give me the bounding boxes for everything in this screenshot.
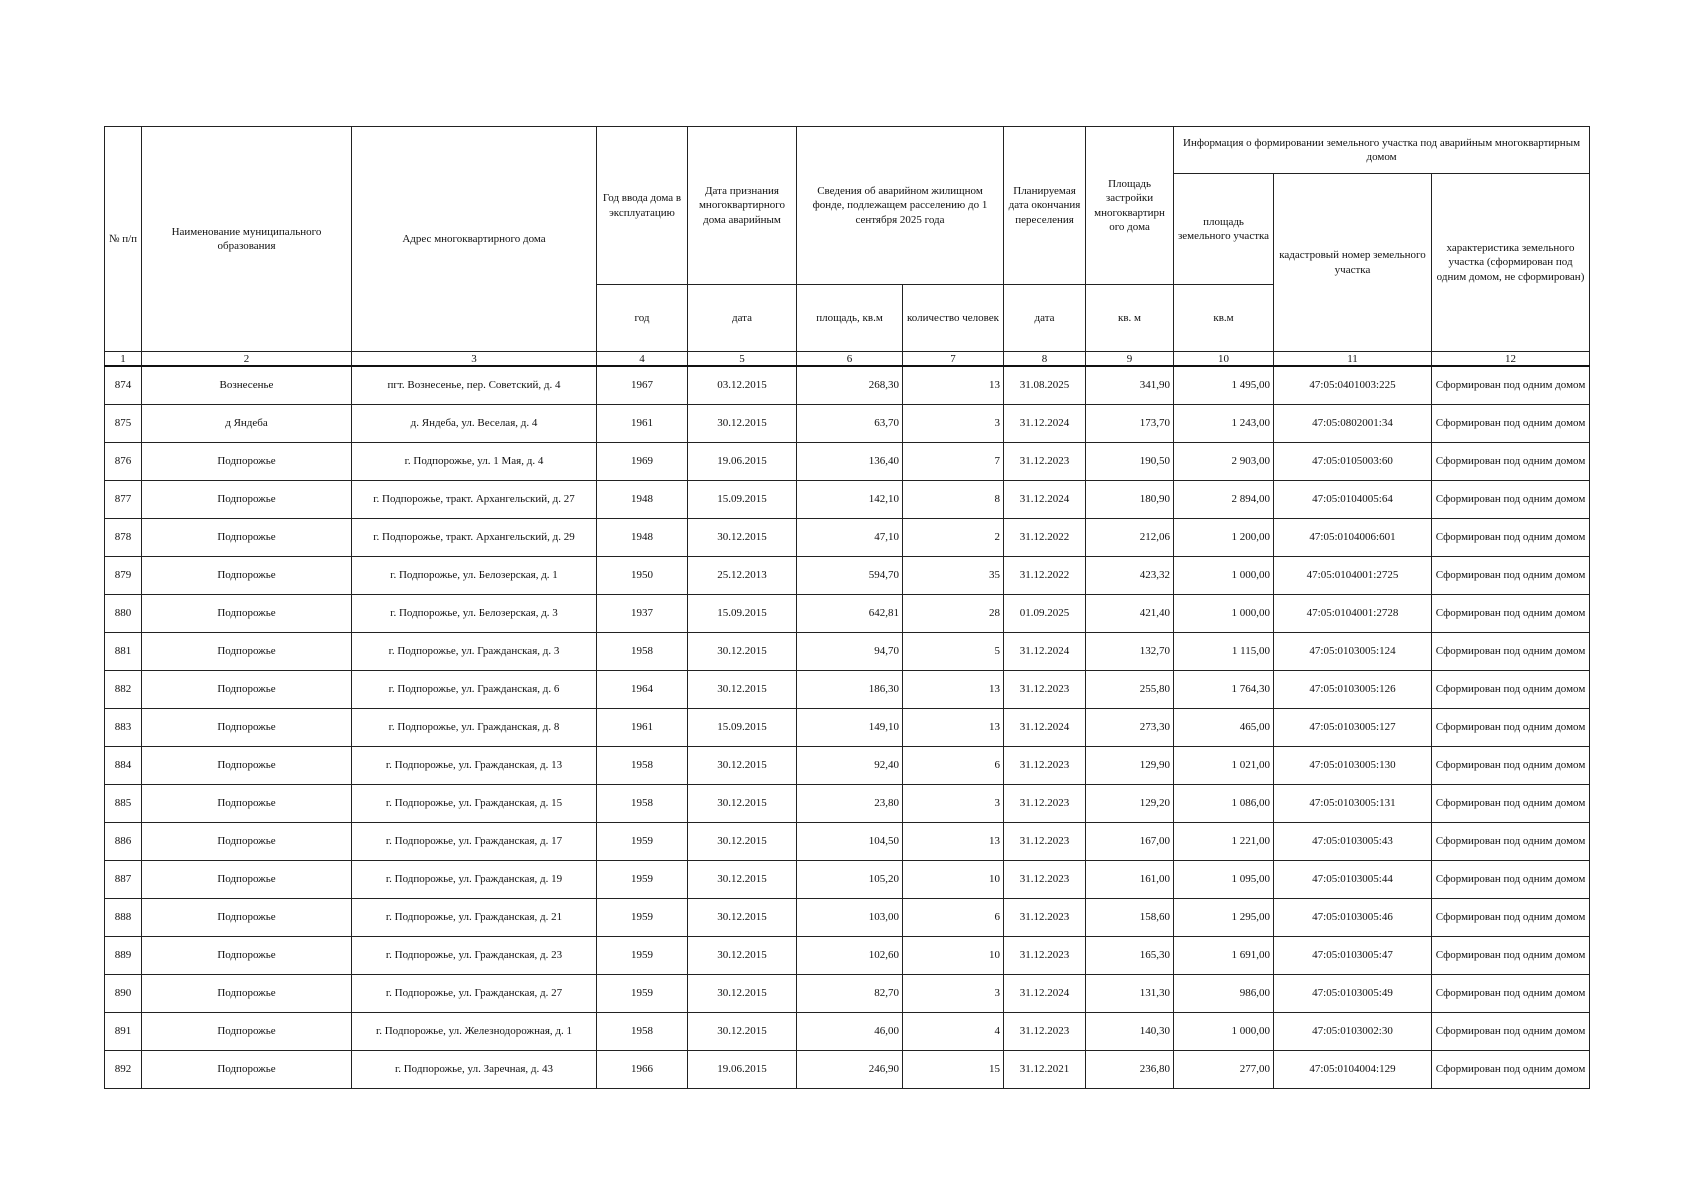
cell-row-number: 886: [105, 823, 142, 861]
table-row: [105, 405, 1590, 443]
cell-year-built: 1961: [597, 405, 688, 443]
cell-resettlement-date: 31.12.2023: [1004, 937, 1086, 975]
cell-area: 186,30: [797, 671, 903, 709]
cell-address: г. Подпорожье, ул. Белозерская, д. 1: [352, 557, 597, 595]
cell-row-number: 884: [105, 747, 142, 785]
cell-building-area: 273,30: [1086, 709, 1174, 747]
table-row: [105, 709, 1590, 747]
cell-address: г. Подпорожье, ул. Гражданская, д. 27: [352, 975, 597, 1013]
column-number: 4: [597, 352, 688, 367]
cell-area: 142,10: [797, 481, 903, 519]
cell-resettlement-date: 31.12.2023: [1004, 823, 1086, 861]
header-address: Адрес многоквартирного дома: [352, 127, 597, 352]
cell-area: 94,70: [797, 633, 903, 671]
cell-municipality: Подпорожье: [142, 1013, 352, 1051]
cell-area: 92,40: [797, 747, 903, 785]
cell-resettlement-date: 31.08.2025: [1004, 366, 1086, 405]
cell-land-characteristic: Сформирован под одним домом: [1432, 633, 1590, 671]
cell-resettlement-date: 31.12.2023: [1004, 747, 1086, 785]
table-row: [105, 671, 1590, 709]
header-cadastral-number: кадастровый номер земельного участка: [1274, 174, 1432, 352]
cell-people-count: 4: [903, 1013, 1004, 1051]
cell-cadastral-number: 47:05:0104006:601: [1274, 519, 1432, 557]
cell-row-number: 875: [105, 405, 142, 443]
cell-people-count: 3: [903, 405, 1004, 443]
cell-cadastral-number: 47:05:0103005:126: [1274, 671, 1432, 709]
cell-address: пгт. Вознесенье, пер. Советский, д. 4: [352, 366, 597, 405]
cell-resettlement-date: 31.12.2024: [1004, 975, 1086, 1013]
cell-year-built: 1959: [597, 861, 688, 899]
unit-date: дата: [688, 285, 797, 352]
cell-municipality: Подпорожье: [142, 1051, 352, 1089]
cell-area: 642,81: [797, 595, 903, 633]
cell-area: 246,90: [797, 1051, 903, 1089]
cell-land-area: 1 000,00: [1174, 557, 1274, 595]
cell-address: г. Подпорожье, тракт. Архангельский, д. 27: [352, 481, 597, 519]
cell-land-area: 1 764,30: [1174, 671, 1274, 709]
table-row: [105, 557, 1590, 595]
table-row: [105, 366, 1590, 405]
table-row: [105, 937, 1590, 975]
cell-people-count: 10: [903, 937, 1004, 975]
cell-area: 136,40: [797, 443, 903, 481]
cell-row-number: 879: [105, 557, 142, 595]
cell-cadastral-number: 47:05:0104001:2725: [1274, 557, 1432, 595]
cell-year-built: 1948: [597, 481, 688, 519]
cell-area: 594,70: [797, 557, 903, 595]
cell-municipality: Подпорожье: [142, 671, 352, 709]
cell-land-characteristic: Сформирован под одним домом: [1432, 937, 1590, 975]
cell-cadastral-number: 47:05:0103005:47: [1274, 937, 1432, 975]
cell-land-characteristic: Сформирован под одним домом: [1432, 366, 1590, 405]
cell-cadastral-number: 47:05:0103005:130: [1274, 747, 1432, 785]
cell-people-count: 35: [903, 557, 1004, 595]
cell-resettlement-date: 31.12.2024: [1004, 405, 1086, 443]
table-body: [105, 366, 1590, 1089]
cell-building-area: 180,90: [1086, 481, 1174, 519]
cell-land-area: 1 243,00: [1174, 405, 1274, 443]
cell-address: г. Подпорожье, ул. Гражданская, д. 8: [352, 709, 597, 747]
cell-municipality: Подпорожье: [142, 823, 352, 861]
cell-building-area: 212,06: [1086, 519, 1174, 557]
cell-municipality: Подпорожье: [142, 443, 352, 481]
cell-land-characteristic: Сформирован под одним домом: [1432, 1051, 1590, 1089]
cell-emergency-date: 30.12.2015: [688, 861, 797, 899]
cell-area: 102,60: [797, 937, 903, 975]
cell-emergency-date: 30.12.2015: [688, 937, 797, 975]
cell-area: 268,30: [797, 366, 903, 405]
cell-emergency-date: 30.12.2015: [688, 975, 797, 1013]
cell-municipality: Подпорожье: [142, 937, 352, 975]
cell-area: 103,00: [797, 899, 903, 937]
cell-resettlement-date: 31.12.2024: [1004, 709, 1086, 747]
unit-resettle-date: дата: [1004, 285, 1086, 352]
cell-cadastral-number: 47:05:0103005:43: [1274, 823, 1432, 861]
column-number: 9: [1086, 352, 1174, 367]
cell-year-built: 1937: [597, 595, 688, 633]
cell-people-count: 13: [903, 671, 1004, 709]
cell-people-count: 13: [903, 709, 1004, 747]
column-number: 12: [1432, 352, 1590, 367]
cell-emergency-date: 30.12.2015: [688, 785, 797, 823]
cell-municipality: Подпорожье: [142, 595, 352, 633]
cell-year-built: 1950: [597, 557, 688, 595]
cell-land-characteristic: Сформирован под одним домом: [1432, 481, 1590, 519]
cell-area: 47,10: [797, 519, 903, 557]
column-number: 1: [105, 352, 142, 367]
cell-land-area: 277,00: [1174, 1051, 1274, 1089]
cell-row-number: 881: [105, 633, 142, 671]
column-number-row: [105, 352, 1590, 367]
cell-address: г. Подпорожье, ул. Гражданская, д. 23: [352, 937, 597, 975]
cell-row-number: 891: [105, 1013, 142, 1051]
cell-address: г. Подпорожье, ул. Гражданская, д. 6: [352, 671, 597, 709]
cell-year-built: 1959: [597, 937, 688, 975]
cell-row-number: 882: [105, 671, 142, 709]
header-emergency-date: Дата признания многоквартирного дома аварийным: [688, 127, 797, 285]
cell-people-count: 2: [903, 519, 1004, 557]
cell-emergency-date: 30.12.2015: [688, 519, 797, 557]
cell-land-characteristic: Сформирован под одним домом: [1432, 1013, 1590, 1051]
cell-cadastral-number: 47:05:0103005:44: [1274, 861, 1432, 899]
cell-emergency-date: 30.12.2015: [688, 671, 797, 709]
cell-municipality: Подпорожье: [142, 633, 352, 671]
cell-land-area: 1 200,00: [1174, 519, 1274, 557]
cell-address: г. Подпорожье, ул. 1 Мая, д. 4: [352, 443, 597, 481]
cell-area: 23,80: [797, 785, 903, 823]
cell-resettlement-date: 31.12.2023: [1004, 1013, 1086, 1051]
unit-area: площадь, кв.м: [797, 285, 903, 352]
cell-municipality: Подпорожье: [142, 747, 352, 785]
cell-address: г. Подпорожье, тракт. Архангельский, д. 29: [352, 519, 597, 557]
cell-resettlement-date: 31.12.2023: [1004, 443, 1086, 481]
cell-municipality: Подпорожье: [142, 709, 352, 747]
unit-building-area: кв. м: [1086, 285, 1174, 352]
table-row: [105, 633, 1590, 671]
cell-building-area: 132,70: [1086, 633, 1174, 671]
cell-building-area: 158,60: [1086, 899, 1174, 937]
cell-building-area: 421,40: [1086, 595, 1174, 633]
cell-land-characteristic: Сформирован под одним домом: [1432, 519, 1590, 557]
cell-resettlement-date: 31.12.2021: [1004, 1051, 1086, 1089]
cell-people-count: 15: [903, 1051, 1004, 1089]
table-row: [105, 443, 1590, 481]
cell-land-characteristic: Сформирован под одним домом: [1432, 671, 1590, 709]
cell-building-area: 236,80: [1086, 1051, 1174, 1089]
cell-year-built: 1966: [597, 1051, 688, 1089]
cell-cadastral-number: 47:05:0103005:49: [1274, 975, 1432, 1013]
cell-emergency-date: 30.12.2015: [688, 899, 797, 937]
cell-row-number: 887: [105, 861, 142, 899]
cell-land-area: 2 903,00: [1174, 443, 1274, 481]
cell-emergency-date: 15.09.2015: [688, 481, 797, 519]
cell-emergency-date: 15.09.2015: [688, 595, 797, 633]
cell-land-characteristic: Сформирован под одним домом: [1432, 975, 1590, 1013]
table-row: [105, 747, 1590, 785]
header-municipality: Наименование муниципального образования: [142, 127, 352, 352]
cell-land-characteristic: Сформирован под одним домом: [1432, 747, 1590, 785]
table-row: [105, 595, 1590, 633]
cell-building-area: 423,32: [1086, 557, 1174, 595]
cell-land-area: 1 495,00: [1174, 366, 1274, 405]
cell-row-number: 874: [105, 366, 142, 405]
cell-area: 105,20: [797, 861, 903, 899]
unit-year: год: [597, 285, 688, 352]
cell-municipality: Вознесенье: [142, 366, 352, 405]
cell-emergency-date: 30.12.2015: [688, 405, 797, 443]
table-row: [105, 519, 1590, 557]
cell-municipality: Подпорожье: [142, 861, 352, 899]
cell-emergency-date: 30.12.2015: [688, 747, 797, 785]
document-sheet: [104, 126, 1589, 1089]
column-number: 5: [688, 352, 797, 367]
cell-land-area: 1 021,00: [1174, 747, 1274, 785]
cell-land-area: 465,00: [1174, 709, 1274, 747]
cell-address: г. Подпорожье, ул. Гражданская, д. 21: [352, 899, 597, 937]
cell-land-area: 1 115,00: [1174, 633, 1274, 671]
table-row: [105, 823, 1590, 861]
header-resettlement-date: Планируемая дата окончания переселения: [1004, 127, 1086, 285]
cell-people-count: 6: [903, 899, 1004, 937]
cell-row-number: 876: [105, 443, 142, 481]
cell-cadastral-number: 47:05:0802001:34: [1274, 405, 1432, 443]
table-row: [105, 785, 1590, 823]
cell-land-area: 1 295,00: [1174, 899, 1274, 937]
cell-emergency-date: 30.12.2015: [688, 633, 797, 671]
cell-land-area: 1 095,00: [1174, 861, 1274, 899]
cell-emergency-date: 19.06.2015: [688, 1051, 797, 1089]
cell-emergency-date: 30.12.2015: [688, 1013, 797, 1051]
cell-building-area: 173,70: [1086, 405, 1174, 443]
table-row: [105, 481, 1590, 519]
header-land-characteristic: характеристика земельного участка (сформирован под одним домом, не сформирован): [1432, 174, 1590, 352]
cell-building-area: 341,90: [1086, 366, 1174, 405]
cell-cadastral-number: 47:05:0104005:64: [1274, 481, 1432, 519]
cell-people-count: 13: [903, 366, 1004, 405]
cell-row-number: 880: [105, 595, 142, 633]
cell-emergency-date: 03.12.2015: [688, 366, 797, 405]
cell-land-characteristic: Сформирован под одним домом: [1432, 785, 1590, 823]
cell-row-number: 890: [105, 975, 142, 1013]
cell-year-built: 1964: [597, 671, 688, 709]
cell-year-built: 1967: [597, 366, 688, 405]
cell-address: г. Подпорожье, ул. Гражданская, д. 19: [352, 861, 597, 899]
cell-people-count: 6: [903, 747, 1004, 785]
column-number: 11: [1274, 352, 1432, 367]
table-row: [105, 1051, 1590, 1089]
cell-address: д. Яндеба, ул. Веселая, д. 4: [352, 405, 597, 443]
cell-row-number: 892: [105, 1051, 142, 1089]
cell-address: г. Подпорожье, ул. Гражданская, д. 3: [352, 633, 597, 671]
column-number: 3: [352, 352, 597, 367]
cell-cadastral-number: 47:05:0103005:131: [1274, 785, 1432, 823]
cell-people-count: 3: [903, 785, 1004, 823]
cell-people-count: 5: [903, 633, 1004, 671]
cell-year-built: 1959: [597, 823, 688, 861]
cell-land-area: 1 000,00: [1174, 1013, 1274, 1051]
header-number: № п/п: [105, 127, 142, 352]
header-land-plot-group: Информация о формировании земельного участка под аварийным многоквартирным домом: [1174, 127, 1590, 174]
emergency-housing-table: [104, 126, 1590, 1089]
cell-address: г. Подпорожье, ул. Гражданская, д. 17: [352, 823, 597, 861]
cell-building-area: 165,30: [1086, 937, 1174, 975]
cell-resettlement-date: 31.12.2023: [1004, 671, 1086, 709]
cell-resettlement-date: 31.12.2023: [1004, 899, 1086, 937]
cell-people-count: 10: [903, 861, 1004, 899]
cell-emergency-date: 30.12.2015: [688, 823, 797, 861]
table-row: [105, 861, 1590, 899]
column-number: 8: [1004, 352, 1086, 367]
cell-year-built: 1958: [597, 747, 688, 785]
cell-land-area: 1 086,00: [1174, 785, 1274, 823]
cell-building-area: 161,00: [1086, 861, 1174, 899]
table-row: [105, 1013, 1590, 1051]
cell-people-count: 13: [903, 823, 1004, 861]
cell-land-area: 1 000,00: [1174, 595, 1274, 633]
cell-municipality: Подпорожье: [142, 481, 352, 519]
cell-address: г. Подпорожье, ул. Гражданская, д. 15: [352, 785, 597, 823]
cell-land-characteristic: Сформирован под одним домом: [1432, 595, 1590, 633]
cell-cadastral-number: 47:05:0103005:46: [1274, 899, 1432, 937]
cell-resettlement-date: 01.09.2025: [1004, 595, 1086, 633]
cell-cadastral-number: 47:05:0104001:2728: [1274, 595, 1432, 633]
cell-cadastral-number: 47:05:0103005:124: [1274, 633, 1432, 671]
header-land-area: площадь земельного участка: [1174, 174, 1274, 285]
cell-resettlement-date: 31.12.2024: [1004, 481, 1086, 519]
column-number: 2: [142, 352, 352, 367]
cell-municipality: Подпорожье: [142, 557, 352, 595]
cell-emergency-date: 15.09.2015: [688, 709, 797, 747]
cell-land-characteristic: Сформирован под одним домом: [1432, 443, 1590, 481]
cell-address: г. Подпорожье, ул. Гражданская, д. 13: [352, 747, 597, 785]
cell-row-number: 877: [105, 481, 142, 519]
table-header: [105, 127, 1590, 367]
column-number: 6: [797, 352, 903, 367]
cell-cadastral-number: 47:05:0105003:60: [1274, 443, 1432, 481]
cell-people-count: 7: [903, 443, 1004, 481]
column-number: 10: [1174, 352, 1274, 367]
cell-emergency-date: 25.12.2013: [688, 557, 797, 595]
cell-land-characteristic: Сформирован под одним домом: [1432, 405, 1590, 443]
cell-municipality: Подпорожье: [142, 899, 352, 937]
cell-area: 104,50: [797, 823, 903, 861]
cell-building-area: 140,30: [1086, 1013, 1174, 1051]
cell-row-number: 878: [105, 519, 142, 557]
cell-year-built: 1959: [597, 975, 688, 1013]
cell-municipality: д Яндеба: [142, 405, 352, 443]
cell-row-number: 885: [105, 785, 142, 823]
column-number: 7: [903, 352, 1004, 367]
cell-land-area: 1 691,00: [1174, 937, 1274, 975]
cell-land-characteristic: Сформирован под одним домом: [1432, 823, 1590, 861]
cell-row-number: 883: [105, 709, 142, 747]
cell-year-built: 1969: [597, 443, 688, 481]
cell-building-area: 129,90: [1086, 747, 1174, 785]
cell-area: 82,70: [797, 975, 903, 1013]
cell-year-built: 1958: [597, 633, 688, 671]
cell-cadastral-number: 47:05:0103002:30: [1274, 1013, 1432, 1051]
cell-building-area: 255,80: [1086, 671, 1174, 709]
cell-year-built: 1958: [597, 1013, 688, 1051]
cell-land-area: 986,00: [1174, 975, 1274, 1013]
cell-municipality: Подпорожье: [142, 975, 352, 1013]
unit-land-area: кв.м: [1174, 285, 1274, 352]
cell-land-area: 1 221,00: [1174, 823, 1274, 861]
cell-land-characteristic: Сформирован под одним домом: [1432, 899, 1590, 937]
cell-area: 46,00: [797, 1013, 903, 1051]
cell-people-count: 8: [903, 481, 1004, 519]
cell-land-characteristic: Сформирован под одним домом: [1432, 861, 1590, 899]
header-year-built: Год ввода дома в эксплуатацию: [597, 127, 688, 285]
cell-land-characteristic: Сформирован под одним домом: [1432, 557, 1590, 595]
cell-resettlement-date: 31.12.2023: [1004, 861, 1086, 899]
cell-building-area: 167,00: [1086, 823, 1174, 861]
cell-building-area: 129,20: [1086, 785, 1174, 823]
cell-cadastral-number: 47:05:0401003:225: [1274, 366, 1432, 405]
cell-resettlement-date: 31.12.2022: [1004, 557, 1086, 595]
cell-building-area: 131,30: [1086, 975, 1174, 1013]
cell-building-area: 190,50: [1086, 443, 1174, 481]
table-row: [105, 899, 1590, 937]
cell-land-area: 2 894,00: [1174, 481, 1274, 519]
cell-land-characteristic: Сформирован под одним домом: [1432, 709, 1590, 747]
cell-area: 63,70: [797, 405, 903, 443]
cell-area: 149,10: [797, 709, 903, 747]
cell-year-built: 1959: [597, 899, 688, 937]
cell-cadastral-number: 47:05:0103005:127: [1274, 709, 1432, 747]
unit-people: количество человек: [903, 285, 1004, 352]
cell-emergency-date: 19.06.2015: [688, 443, 797, 481]
table-row: [105, 975, 1590, 1013]
header-housing-fund: Сведения об аварийном жилищном фонде, подлежащем расселению до 1 сентября 2025 года: [797, 127, 1004, 285]
cell-year-built: 1961: [597, 709, 688, 747]
header-building-area: Площадь застройки многоквартирн ого дома: [1086, 127, 1174, 285]
cell-people-count: 3: [903, 975, 1004, 1013]
cell-row-number: 889: [105, 937, 142, 975]
cell-resettlement-date: 31.12.2023: [1004, 785, 1086, 823]
cell-cadastral-number: 47:05:0104004:129: [1274, 1051, 1432, 1089]
cell-year-built: 1948: [597, 519, 688, 557]
cell-municipality: Подпорожье: [142, 519, 352, 557]
cell-address: г. Подпорожье, ул. Белозерская, д. 3: [352, 595, 597, 633]
cell-address: г. Подпорожье, ул. Железнодорожная, д. 1: [352, 1013, 597, 1051]
cell-resettlement-date: 31.12.2024: [1004, 633, 1086, 671]
cell-address: г. Подпорожье, ул. Заречная, д. 43: [352, 1051, 597, 1089]
cell-municipality: Подпорожье: [142, 785, 352, 823]
cell-row-number: 888: [105, 899, 142, 937]
cell-people-count: 28: [903, 595, 1004, 633]
cell-resettlement-date: 31.12.2022: [1004, 519, 1086, 557]
cell-year-built: 1958: [597, 785, 688, 823]
